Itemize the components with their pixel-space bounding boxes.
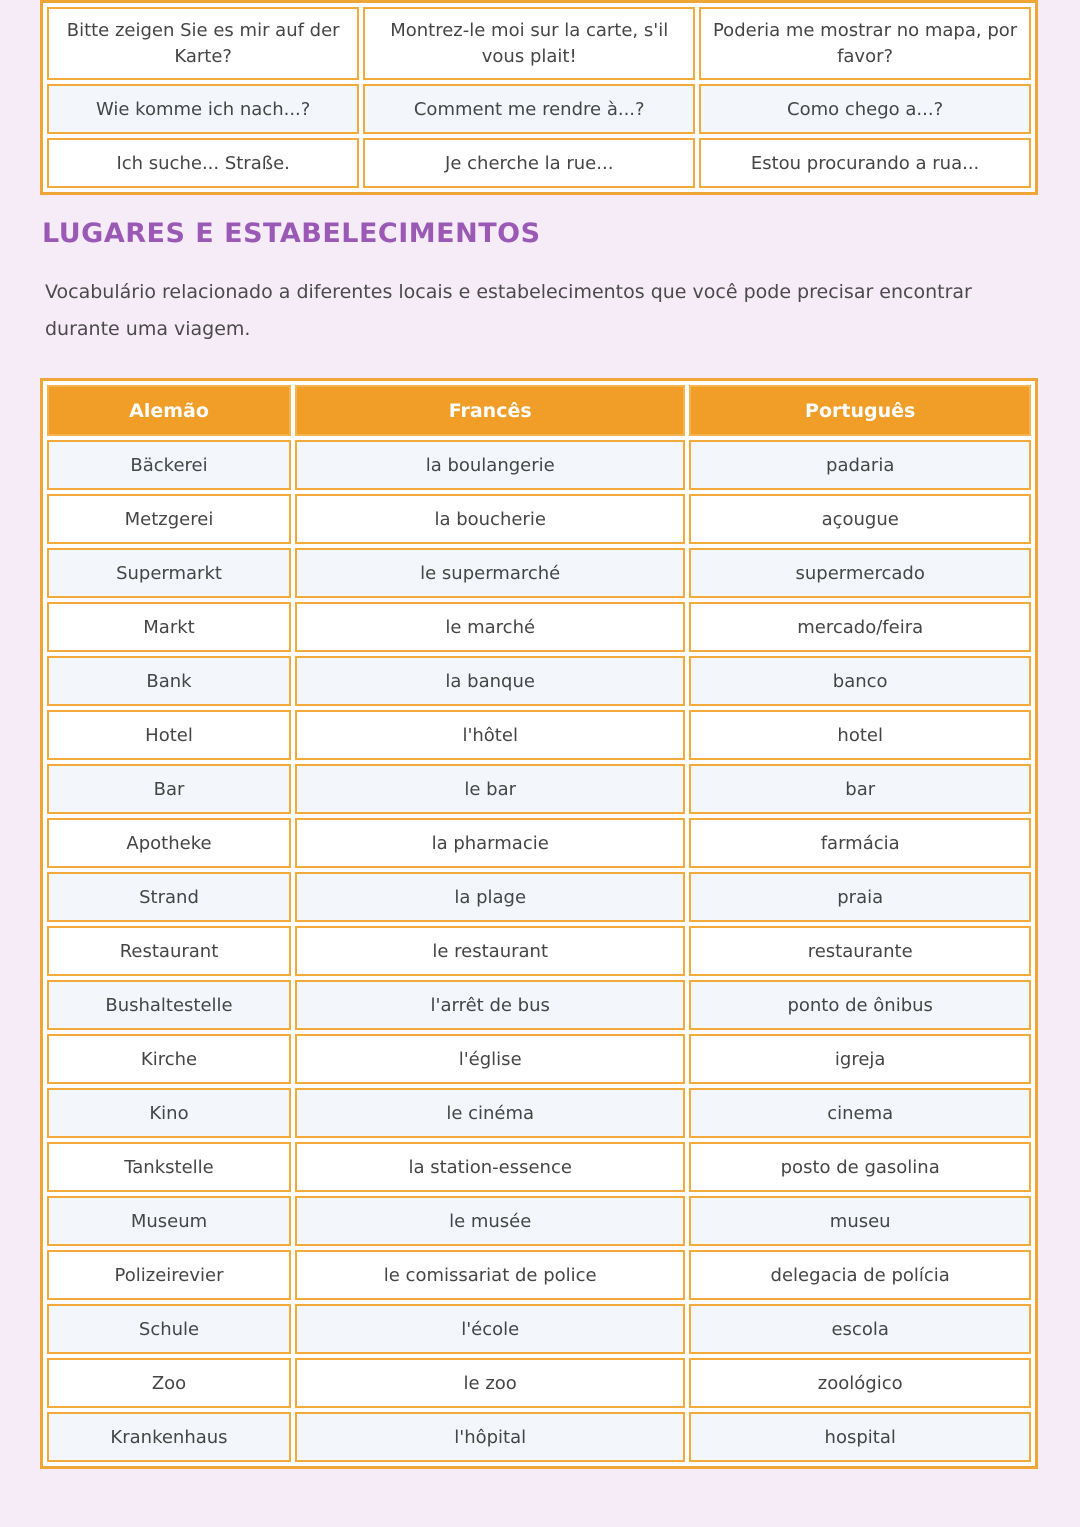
- table-cell: Apotheke: [47, 818, 291, 868]
- table-row: [47, 926, 1031, 976]
- table-row: [47, 1034, 1031, 1084]
- table-cell: Bar: [47, 764, 291, 814]
- table-cell: posto de gasolina: [689, 1142, 1031, 1192]
- places-table-head: [47, 385, 1031, 436]
- table-cell: Montrez-le moi sur la carte, s'il vous plait!: [363, 7, 695, 80]
- table-cell: supermercado: [689, 548, 1031, 598]
- table-cell: Strand: [47, 872, 291, 922]
- table-cell: banco: [689, 656, 1031, 706]
- table-cell: Zoo: [47, 1358, 291, 1408]
- table-cell: l'hôpital: [295, 1412, 685, 1462]
- table-row: [47, 1196, 1031, 1246]
- table-cell: l'école: [295, 1304, 685, 1354]
- header-row: [47, 385, 1031, 436]
- table-row: [47, 84, 1031, 134]
- table-row: [47, 1142, 1031, 1192]
- table-row: [47, 1088, 1031, 1138]
- table-cell: Markt: [47, 602, 291, 652]
- table-cell: Kirche: [47, 1034, 291, 1084]
- table-cell: Tankstelle: [47, 1142, 291, 1192]
- section-title: LUGARES E ESTABELECIMENTOS: [42, 218, 541, 249]
- table-cell: Estou procurando a rua...: [699, 138, 1031, 188]
- table-row: [47, 818, 1031, 868]
- table-cell: Poderia me mostrar no mapa, por favor?: [699, 7, 1031, 80]
- column-header-french: Francês: [295, 385, 685, 436]
- table-cell: Schule: [47, 1304, 291, 1354]
- table-cell: Kino: [47, 1088, 291, 1138]
- table-cell: açougue: [689, 494, 1031, 544]
- table-cell: le bar: [295, 764, 685, 814]
- table-cell: le comissariat de police: [295, 1250, 685, 1300]
- table-cell: Hotel: [47, 710, 291, 760]
- table-cell: mercado/feira: [689, 602, 1031, 652]
- table-cell: Ich suche... Straße.: [47, 138, 359, 188]
- table-cell: cinema: [689, 1088, 1031, 1138]
- table-row: [47, 872, 1031, 922]
- table-row: [47, 7, 1031, 80]
- table-cell: Krankenhaus: [47, 1412, 291, 1462]
- table-cell: l'arrêt de bus: [295, 980, 685, 1030]
- table-cell: escola: [689, 1304, 1031, 1354]
- table-cell: le marché: [295, 602, 685, 652]
- table-cell: museu: [689, 1196, 1031, 1246]
- table-cell: le musée: [295, 1196, 685, 1246]
- table-row: [47, 138, 1031, 188]
- table-cell: hotel: [689, 710, 1031, 760]
- table-cell: Polizeirevier: [47, 1250, 291, 1300]
- places-table-body: [47, 440, 1031, 1462]
- table-cell: Wie komme ich nach...?: [47, 84, 359, 134]
- table-cell: Restaurant: [47, 926, 291, 976]
- table-cell: Bushaltestelle: [47, 980, 291, 1030]
- table-cell: Metzgerei: [47, 494, 291, 544]
- column-header-german: Alemão: [47, 385, 291, 436]
- table-row: [47, 656, 1031, 706]
- table-cell: Supermarkt: [47, 548, 291, 598]
- table-cell: delegacia de polícia: [689, 1250, 1031, 1300]
- table-cell: le restaurant: [295, 926, 685, 976]
- table-row: [47, 764, 1031, 814]
- table-row: [47, 1250, 1031, 1300]
- table-row: [47, 1358, 1031, 1408]
- table-cell: padaria: [689, 440, 1031, 490]
- table-cell: la pharmacie: [295, 818, 685, 868]
- table-cell: la boucherie: [295, 494, 685, 544]
- table-cell: Museum: [47, 1196, 291, 1246]
- table-row: [47, 710, 1031, 760]
- phrases-table-body: [47, 7, 1031, 188]
- table-cell: farmácia: [689, 818, 1031, 868]
- places-table: [40, 378, 1038, 1469]
- table-row: [47, 980, 1031, 1030]
- table-cell: l'hôtel: [295, 710, 685, 760]
- phrases-table: [40, 0, 1038, 195]
- table-row: [47, 602, 1031, 652]
- table-cell: Bitte zeigen Sie es mir auf der Karte?: [47, 7, 359, 80]
- table-row: [47, 440, 1031, 490]
- table-row: [47, 1304, 1031, 1354]
- table-cell: bar: [689, 764, 1031, 814]
- table-cell: Bäckerei: [47, 440, 291, 490]
- table-cell: le cinéma: [295, 1088, 685, 1138]
- table-cell: Comment me rendre à...?: [363, 84, 695, 134]
- table-cell: la boulangerie: [295, 440, 685, 490]
- table-cell: restaurante: [689, 926, 1031, 976]
- table-cell: Como chego a...?: [699, 84, 1031, 134]
- table-row: [47, 494, 1031, 544]
- section-description: Vocabulário relacionado a diferentes locais e estabelecimentos que você pode precisar encontrar durante uma viagem.: [45, 281, 972, 340]
- table-cell: le supermarché: [295, 548, 685, 598]
- table-cell: la station-essence: [295, 1142, 685, 1192]
- table-cell: la plage: [295, 872, 685, 922]
- table-row: [47, 1412, 1031, 1462]
- table-cell: l'église: [295, 1034, 685, 1084]
- table-cell: hospital: [689, 1412, 1031, 1462]
- table-cell: praia: [689, 872, 1031, 922]
- table-cell: la banque: [295, 656, 685, 706]
- table-cell: Je cherche la rue...: [363, 138, 695, 188]
- table-row: [47, 548, 1031, 598]
- table-cell: igreja: [689, 1034, 1031, 1084]
- column-header-portuguese: Português: [689, 385, 1031, 436]
- table-cell: le zoo: [295, 1358, 685, 1408]
- table-cell: ponto de ônibus: [689, 980, 1031, 1030]
- table-cell: Bank: [47, 656, 291, 706]
- table-cell: zoológico: [689, 1358, 1031, 1408]
